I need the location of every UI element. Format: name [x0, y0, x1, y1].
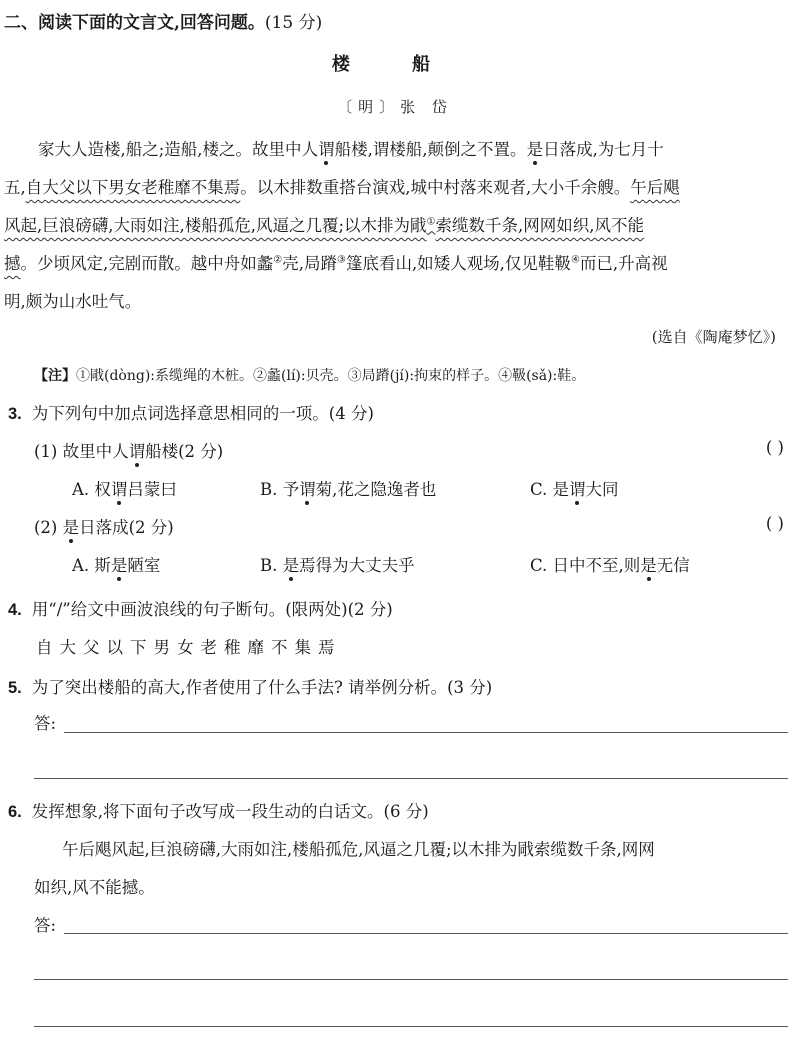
passage-line-1: 家大人造楼,船之;造船,楼之。故里中人谓船楼,谓楼船,颠倒之不置。是日落成,为七月十 [38, 140, 664, 159]
passage-line-2: 五,自大父以下男女老稚靡不集焉。以木排数重搭台演戏,城中村落来观者,大小千余艘。午后飓 [4, 178, 680, 197]
footnote-marker: ① [426, 216, 436, 228]
answer-line[interactable] [34, 1026, 788, 1027]
wavy-underlined-text: 风起,巨浪磅礴,大雨如注,楼船孤危,风逼之几覆;以木排为戙 [4, 216, 427, 235]
answer-label: 答: [34, 714, 57, 733]
question-3 [8, 400, 374, 424]
note-text: ①戙(dòng):系缆绳的木桩。②蠡(lí):贝壳。③局蹐(jí):拘束的样子。④靸(sǎ):鞋。 [76, 368, 586, 384]
answer-line[interactable] [34, 778, 788, 779]
question-stem: 发挥想象,将下面句子改写成一段生动的白话文。(6 分) [31, 802, 429, 821]
sentence-to-punctuate[interactable]: 自大父以下男女老稚靡不集焉 [36, 638, 342, 657]
dotted-char: 是 [62, 518, 80, 537]
question-4 [8, 596, 393, 620]
question-3-sub-1: (1) 故里中人谓船楼(2 分) [34, 442, 224, 461]
question-3-sub-2: (2) 是日落成(2 分) [34, 518, 174, 537]
wavy-underlined-sentence: 自大父以下男女老稚靡不集焉 [25, 178, 241, 197]
question-number: 5. [8, 679, 22, 697]
passage-line-3 [4, 212, 644, 236]
dotted-char: 谓 [110, 480, 128, 499]
section-score: (15 分) [264, 13, 323, 33]
dotted-char: 是 [526, 140, 544, 159]
option-a[interactable]: A. 权谓吕蒙曰 [72, 480, 177, 499]
rewrite-source-line-1: 午后飓风起,巨浪磅礴,大雨如注,楼船孤危,风逼之几覆;以木排为戙索缆数千条,网网 [62, 840, 655, 859]
rewrite-source-line-2: 如织,风不能撼。 [34, 878, 155, 897]
question-stem: 为了突出楼船的高大,作者使用了什么手法? 请举例分析。(3 分) [31, 678, 493, 697]
wavy-underlined-text: 索缆数千条,网网如织,风不能 [435, 216, 645, 235]
passage-line-5: 明,颇为山水吐气。 [4, 292, 142, 311]
option-a[interactable]: A. 斯是陋室 [72, 556, 161, 575]
passage-body [4, 128, 786, 328]
dotted-char: 谓 [318, 140, 335, 159]
answer-line[interactable] [34, 979, 788, 980]
answer-bracket[interactable]: ( ) [765, 514, 784, 533]
passage-line-4: 撼。少顷风定,完剧而散。越中舟如蠡②壳,局蹐③篷底看山,如矮人观场,仅见鞋靸④而已,升高视 [4, 254, 668, 273]
question-6 [8, 798, 429, 822]
footnote-marker: ④ [570, 254, 580, 266]
footnote-marker: ② [273, 254, 283, 266]
dotted-char: 谓 [569, 480, 586, 499]
option-c[interactable]: C. 是谓大同 [530, 480, 619, 499]
dotted-char: 是 [282, 556, 300, 575]
option-b[interactable]: B. 予谓菊,花之隐逸者也 [260, 480, 437, 499]
question-number: 3. [8, 405, 22, 423]
question-stem: 用“/”给文中画波浪线的句子断句。(限两处)(2 分) [31, 600, 393, 619]
wavy-underlined-text: 撼 [4, 254, 21, 273]
footnotes [34, 365, 585, 385]
section-title [4, 8, 322, 33]
question-number: 4. [8, 601, 22, 619]
answer-line[interactable] [64, 732, 788, 733]
note-label: 【注】 [34, 368, 76, 384]
footnote-marker: ③ [336, 254, 346, 266]
passage-title: 楼 船 [331, 54, 459, 75]
option-b[interactable]: B. 是焉得为大丈夫乎 [260, 556, 415, 575]
passage-author: 〔明〕张 岱 [337, 98, 453, 116]
passage-source: (选自《陶庵梦忆》) [651, 328, 776, 346]
wavy-underlined-text: 午后飓 [630, 178, 680, 197]
answer-bracket[interactable]: ( ) [765, 438, 784, 457]
answer-line[interactable] [64, 933, 788, 934]
dotted-char: 是 [640, 556, 657, 575]
question-5 [8, 674, 492, 698]
answer-label: 答: [34, 916, 57, 935]
dotted-char: 谓 [299, 480, 316, 499]
dotted-char: 是 [110, 556, 128, 575]
option-c[interactable]: C. 日中不至,则是无信 [530, 556, 690, 575]
section-title-text: 二、阅读下面的文言文,回答问题。 [4, 13, 265, 33]
question-number: 6. [8, 803, 22, 821]
dotted-char: 谓 [128, 442, 146, 461]
question-stem: 为下列句中加点词选择意思相同的一项。(4 分) [31, 404, 374, 423]
